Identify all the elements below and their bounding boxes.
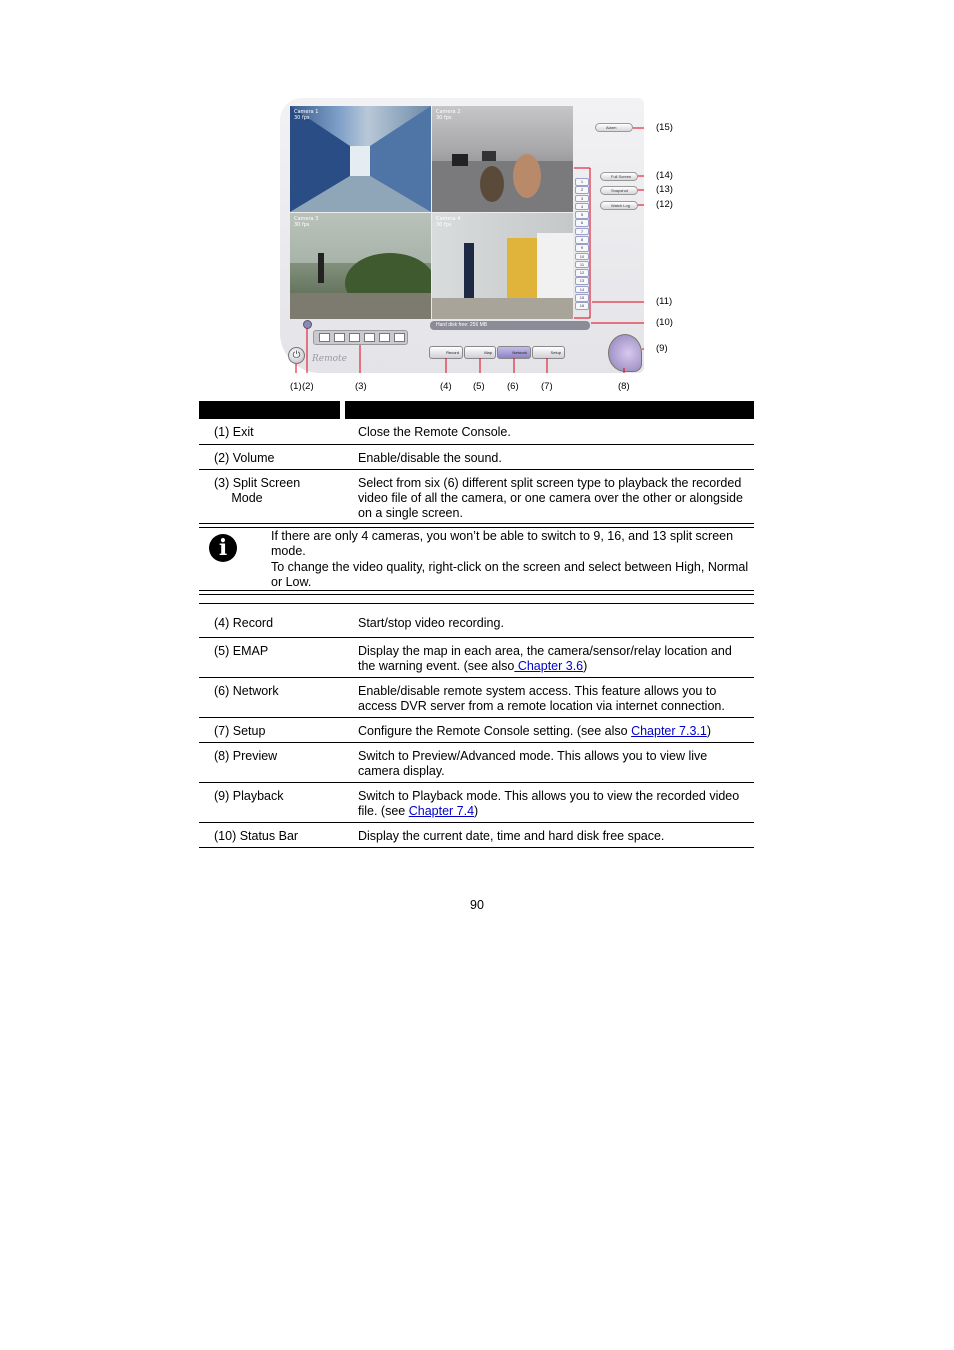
channel-button-5[interactable]: 5	[575, 211, 589, 219]
info-icon: i	[209, 534, 237, 562]
callout-13: (13)	[656, 184, 673, 195]
callout-2: (2)	[302, 381, 314, 392]
table-row	[199, 470, 754, 524]
split-mode-4-button[interactable]	[334, 333, 345, 342]
camera-name: Camera 4	[436, 216, 461, 222]
page-number: 90	[470, 898, 484, 912]
row-description: Start/stop video recording.	[358, 616, 504, 630]
channel-button-16[interactable]: 16	[575, 302, 589, 310]
table-row	[199, 718, 754, 743]
volume-button[interactable]	[303, 320, 312, 329]
network-button[interactable]: Network	[497, 346, 531, 359]
camera-view-2[interactable]	[432, 106, 573, 212]
channel-button-1[interactable]: 1	[575, 178, 589, 186]
chapter-7-3-1-link[interactable]: Chapter 7.3.1	[631, 724, 707, 738]
channel-button-8[interactable]: 8	[575, 236, 589, 244]
channel-button-12[interactable]: 12	[575, 269, 589, 277]
row-name: (6) Network	[214, 684, 279, 698]
power-icon: ⏻	[292, 350, 301, 361]
chapter-7-4-link[interactable]: Chapter 7.4	[408, 804, 475, 818]
table-row	[199, 678, 754, 718]
row-description: Select from six (6) different split screen type to playback the recorded video file of all the camera, or one camera over the other or alongside on a single screen.	[358, 476, 743, 520]
table-header	[199, 401, 754, 419]
split-mode-13-button[interactable]	[394, 333, 405, 342]
snapshot-button[interactable]: Snapshot	[600, 186, 638, 195]
camera-label	[294, 216, 318, 228]
channel-button-4[interactable]: 4	[575, 203, 589, 211]
channel-button-14[interactable]: 14	[575, 286, 589, 294]
channel-button-15[interactable]: 15	[575, 294, 589, 302]
record-button[interactable]: Record	[429, 346, 463, 359]
split-mode-16-button[interactable]	[364, 333, 375, 342]
note-box	[199, 524, 754, 595]
row-description: Display the current date, time and hard disk free space.	[358, 829, 665, 843]
remote-console-figure	[280, 98, 644, 373]
channel-button-2[interactable]: 2	[575, 186, 589, 194]
callout-11: (11)	[656, 296, 673, 307]
camera-name: Camera 3	[294, 216, 319, 222]
alarm-button[interactable]: Alarm	[595, 123, 633, 132]
callout-8: (8)	[618, 381, 630, 392]
header-cell-name	[199, 401, 340, 419]
row-name: (7) Setup	[214, 724, 266, 738]
watch-log-button[interactable]: Watch Log	[600, 201, 638, 210]
note-line-1: If there are only 4 cameras, you won’t be able to switch to 9, 16, and 13 split screen mode.	[271, 529, 734, 558]
row-name: (8) Preview	[214, 749, 278, 763]
exit-button[interactable]	[288, 347, 305, 364]
channel-button-3[interactable]: 3	[575, 195, 589, 203]
row-description	[358, 724, 750, 739]
camera-fps: 30 fps	[436, 222, 452, 228]
office-illustration	[432, 106, 573, 212]
description-text: Switch to Playback mode. This allows you to view the recorded video file. (see	[358, 789, 740, 818]
row-name: (9) Playback	[214, 789, 284, 803]
table-row	[199, 743, 754, 783]
function-table	[199, 401, 754, 848]
preview-playback-dial[interactable]	[608, 334, 642, 372]
row-name: (3) Split Screen Mode	[214, 476, 301, 505]
table-row	[199, 638, 754, 678]
setup-button[interactable]: Setup	[532, 346, 565, 359]
lobby-illustration	[290, 213, 431, 319]
row-description: Enable/disable the sound.	[358, 451, 502, 465]
table-row	[199, 823, 754, 848]
chapter-3-6-link[interactable]: Chapter 3.6	[514, 659, 584, 673]
split-screen-toolbar	[313, 330, 408, 345]
callout-7: (7)	[541, 381, 553, 392]
table-row	[199, 783, 754, 823]
description-text: )	[706, 724, 711, 738]
camera-view-1[interactable]	[290, 106, 431, 212]
channel-button-7[interactable]: 7	[575, 228, 589, 236]
split-mode-9-button[interactable]	[349, 333, 360, 342]
channel-button-9[interactable]: 9	[575, 244, 589, 252]
description-text: )	[583, 659, 588, 673]
row-name: (2) Volume	[214, 451, 275, 465]
camera-name: Camera 2	[436, 109, 461, 115]
full-screen-button[interactable]: Full Screen	[600, 172, 638, 181]
callout-3: (3)	[355, 381, 367, 392]
table-row	[199, 445, 754, 470]
channel-button-13[interactable]: 13	[575, 277, 589, 285]
row-name: (4) Record	[214, 616, 274, 630]
emap-button[interactable]: Map	[464, 346, 496, 359]
row-name: (1) Exit	[214, 425, 254, 439]
table-row	[199, 603, 754, 638]
row-name: (10) Status Bar	[214, 829, 299, 843]
channel-button-6[interactable]: 6	[575, 219, 589, 227]
row-description	[358, 644, 750, 674]
callout-6: (6)	[507, 381, 519, 392]
status-bar: Hard disk free: 256 MB	[430, 321, 590, 330]
split-mode-1-button[interactable]	[319, 333, 330, 342]
row-description: Switch to Preview/Advanced mode. This allows you to view live camera display.	[358, 749, 708, 778]
remote-logo: Remote	[312, 354, 347, 364]
camera-channel-list	[575, 178, 589, 311]
corridor-illustration	[290, 106, 431, 212]
description-text: )	[474, 804, 479, 818]
table-row	[199, 419, 754, 445]
row-description: Enable/disable remote system access. This feature allows you to access DVR server from a remote location via internet connection.	[358, 684, 725, 713]
callout-4: (4)	[440, 381, 452, 392]
channel-button-11[interactable]: 11	[575, 261, 589, 269]
callout-5: (5)	[473, 381, 485, 392]
callout-14: (14)	[656, 170, 673, 181]
callout-12: (12)	[656, 199, 673, 210]
row-description	[358, 789, 750, 819]
callout-15: (15)	[656, 122, 673, 133]
row-description: Close the Remote Console.	[358, 425, 511, 439]
camera-label	[436, 216, 460, 228]
camera-fps: 30 fps	[294, 115, 310, 121]
note-line-2: To change the video quality, right-click on the screen and select between High, Normal or Low.	[271, 560, 749, 589]
channel-button-10[interactable]: 10	[575, 253, 589, 261]
description-text: Configure the Remote Console setting. (see also	[358, 724, 632, 738]
camera-name: Camera 1	[294, 109, 319, 115]
header-cell-description	[345, 401, 754, 419]
camera-view-4[interactable]	[432, 213, 573, 319]
camera-view-3[interactable]	[290, 213, 431, 319]
description-text: Display the map in each area, the camera/sensor/relay location and the warning event. (see also	[358, 644, 732, 673]
camera-label	[294, 109, 318, 121]
split-mode-6-button[interactable]	[379, 333, 390, 342]
callout-9: (9)	[656, 343, 668, 354]
camera-fps: 30 fps	[436, 115, 452, 121]
callout-1: (1)	[290, 381, 302, 392]
callout-10: (10)	[656, 317, 673, 328]
hallway-illustration	[432, 213, 573, 319]
row-name: (5) EMAP	[214, 644, 269, 658]
camera-label	[436, 109, 460, 121]
camera-fps: 30 fps	[294, 222, 310, 228]
